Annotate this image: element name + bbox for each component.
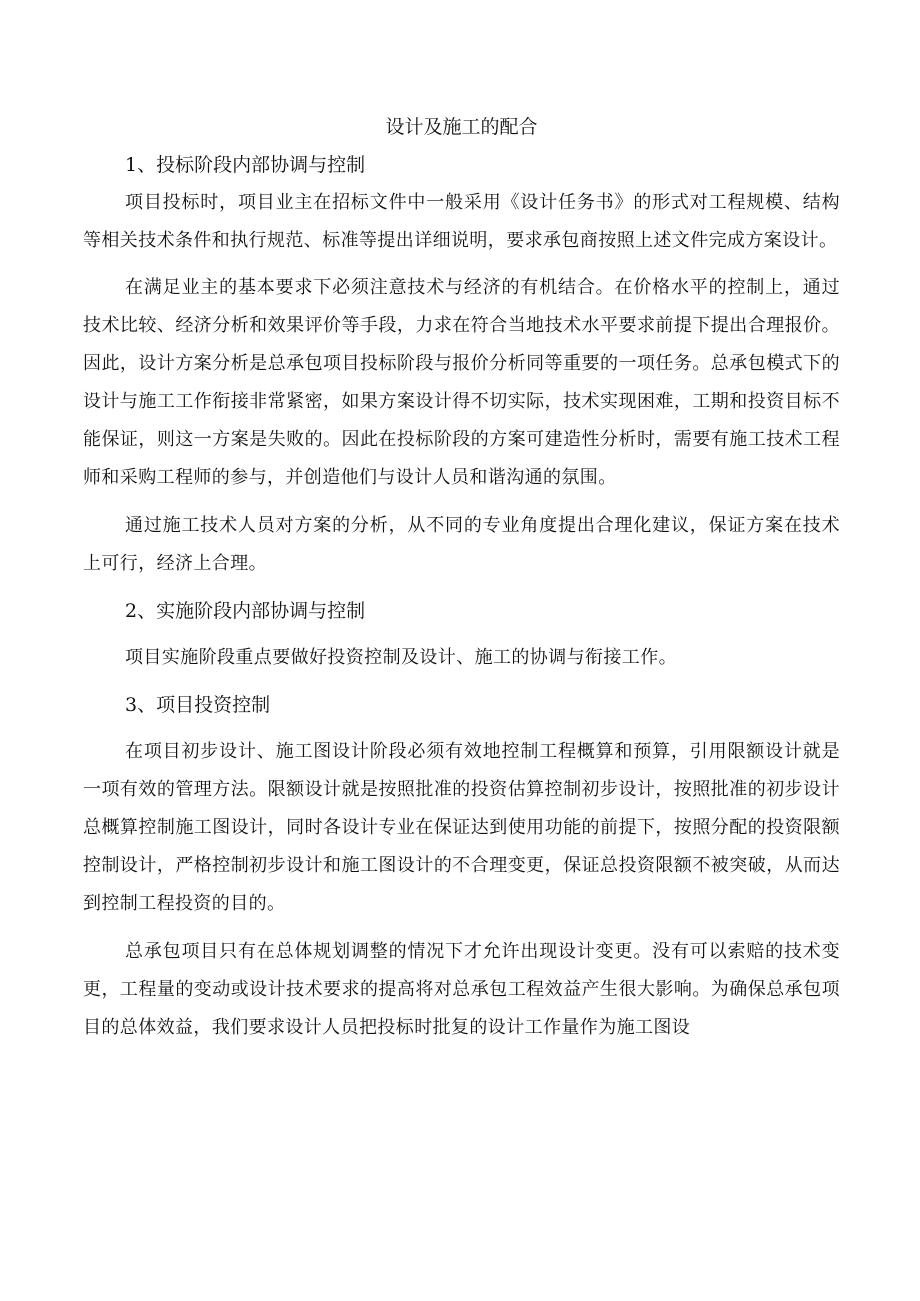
paragraph: 在项目初步设计、施工图设计阶段必须有效地控制工程概算和预算，引用限额设计就是一项有效的管理方法。限额设计就是按照批准的投资估算控制初步设计，按照批准的初步设计总概算控制施工图设计，同时各设计专业在保证达到使用功能的前提下，按照分配的投资限额控制设计，严格控制初步设计和施工图设计的不合理变更，保证总投资限额不被突破，从而达到控制工程投资的目的。 (83, 741, 840, 914)
section-heading-3: 3、项目投资控制 (125, 694, 271, 716)
section-heading-1: 1、投标阶段内部协调与控制 (125, 154, 366, 176)
document-title: 设计及施工的配合 (385, 116, 538, 138)
paragraph: 在满足业主的基本要求下必须注意技术与经济的有机结合。在价格水平的控制上，通过技术比较、经济分析和效果评价等手段，力求在符合当地技术水平要求前提下提出合理报价。因此，设计方案分析是总承包项目投标阶段与报价分析同等重要的一项任务。总承包模式下的设计与施工工作衔接非常紧密，如果方案设计得不切实际，技术实现困难，工期和投资目标不能保证，则这一方案是失败的。因此在投标阶段的方案可建造性分析时，需要有施工技术工程师和采购工程师的参与，并创造他们与设计人员和谐沟通的氛围。 (83, 277, 840, 488)
paragraph: 项目投标时，项目业主在招标文件中一般采用《设计任务书》的形式对工程规模、结构等相关技术条件和执行规范、标准等提出详细说明，要求承包商按照上述文件完成方案设计。 (83, 192, 840, 251)
paragraph: 通过施工技术人员对方案的分析，从不同的专业角度提出合理化建议，保证方案在技术上可行，经济上合理。 (83, 515, 840, 574)
paragraph: 项目实施阶段重点要做好投资控制及设计、施工的协调与衔接工作。 (125, 647, 677, 668)
paragraph: 总承包项目只有在总体规划调整的情况下才允许出现设计变更。没有可以索赔的技术变更，工程量的变动或设计技术要求的提高将对总承包工程效益产生很大影响。为确保总承包项目的总体效益，我们要求设计人员把投标时批复的设计工作量作为施工图设 (83, 941, 840, 1038)
section-heading-2: 2、实施阶段内部协调与控制 (125, 600, 366, 622)
document-body (83, 108, 840, 1047)
